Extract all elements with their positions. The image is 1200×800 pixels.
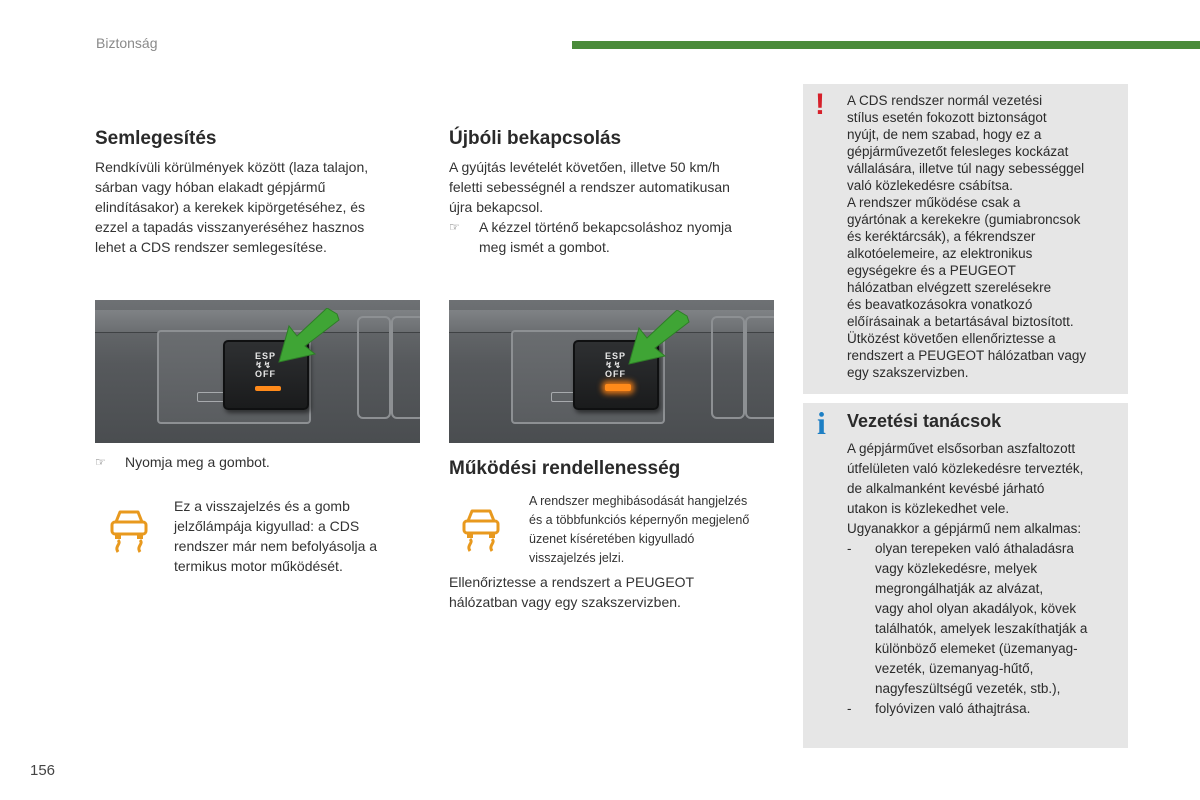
advice-title: Vezetési tanácsok: [847, 411, 1002, 431]
green-arrow-icon: [275, 308, 345, 370]
esp-button-photo-off: [95, 300, 420, 443]
button-symbol: ESP ↯↯ OFF: [255, 351, 277, 379]
skid-car-icon: [108, 506, 150, 554]
section-heading-ujboli-bekapcsolas: Újbóli bekapcsolás: [449, 128, 622, 149]
button-symbol: ESP ↯↯ OFF: [605, 351, 627, 379]
skid-car-icon: [460, 505, 502, 553]
advice-list-item: - folyóvizen való áthajtrása.: [847, 701, 1031, 716]
advice-box: [803, 403, 1128, 748]
step-reactivate: ☞ A kézzel történő bekapcsoláshoz nyomja meg ismét a gombot.: [449, 219, 732, 255]
button-led-lit: [605, 384, 631, 391]
warning-icon: !: [815, 88, 825, 121]
warning-text: A CDS rendszer normál vezetési stílus esetén fokozott biztonságot nyújt, de nem szabad, hogy ez a gépjárművezetőt felesleges kockázat vállalására, illetve túl nagy sebességgel való közlekedésre csábítsa. A rendszer működése csak a gyártónak a kerekekre (gumiabroncsok és keréktárcsák), a fékrendszer alkotóelemeire, az elektronikus egységekre és a PEUGEOT hálózatban elvégzett szerelésekre és beavatkozásokra vonatkozó előírásainak a betartásával biztosított. Ütközést követően ellenőriztesse a rendszert a PEUGEOT hálózatban vagy egy szakszervizben.: [847, 93, 1087, 380]
malfunction-explanation: A rendszer meghibásodását hangjelzés és a többfunkciós képernyőn megjelenő üzenet kíséretében kigyulladó visszajelzés jelzi.: [529, 494, 750, 565]
semlegesites-intro: Rendkívüli körülmények között (laza talajon, sárban vagy hóban elakadt gépjármű elindításakor) a kerekek kipörgetéséhez, és ezzel a tapadás visszanyeréséhez hasznos lehet a CDS rendszer semlegesítése.: [95, 159, 369, 255]
section-title: Biztonság: [96, 35, 158, 51]
ujboli-intro: A gyújtás levételét követően, illetve 50 km/h feletti sebességnél a rendszer automatikusan újra bekapcsol.: [449, 159, 730, 215]
advice-text: A gépjárművet elsősorban aszfaltozott útfelületen való közlekedésre tervezték, de alkalmanként kevésbé járható utakon is közlekedhet vele. Ugyanakkor a gépjármű nem alkalmas: - olyan terepeken való áthaladásra vagy közlekedésre, melyek megrongálhatják az alvázat, vagy ahol olyan akadályok, kövek találhatók, amelyek leszakíthatják a különböző elemeket (üzemanyag- vezeték, üzemanyag-hűtő, nagyfeszültségű vezeték, stb.), - folyóvizen való áthajtrása.: [847, 439, 1125, 719]
step-press-button: ☞ Nyomja meg a gombot.: [95, 454, 270, 470]
warning-box: [803, 84, 1128, 394]
advice-list-item: - olyan terepeken való áthaladásra vagy közlekedésre, melyek megrongálhatják az alvázat, vagy ahol olyan akadályok, kövek találhatók, amelyek leszakíthatják a különböző elemeket (üzemanyag- vezeték, üzemanyag-hűtő, nagyfeszültségű vezeték, stb.),: [847, 541, 1088, 696]
section-heading-mukodesi-rendellenesseg: Működési rendellenesség: [449, 458, 681, 479]
section-heading-semlegesites: Semlegesítés: [95, 128, 217, 149]
button-led: [255, 386, 281, 391]
page-number: 156: [30, 762, 56, 779]
malfunction-action: Ellenőriztesse a rendszert a PEUGEOT hálózatban vagy egy szakszervizben.: [449, 574, 695, 610]
indicator-explanation: Ez a visszajelzés és a gomb jelzőlámpája kigyullad: a CDS rendszer már nem befolyásolja a termikus motor működését.: [174, 498, 378, 574]
header-accent-bar: [572, 41, 1200, 49]
green-arrow-icon: [625, 310, 695, 372]
info-icon: i: [817, 405, 826, 441]
esp-button-photo-on: [449, 300, 774, 443]
